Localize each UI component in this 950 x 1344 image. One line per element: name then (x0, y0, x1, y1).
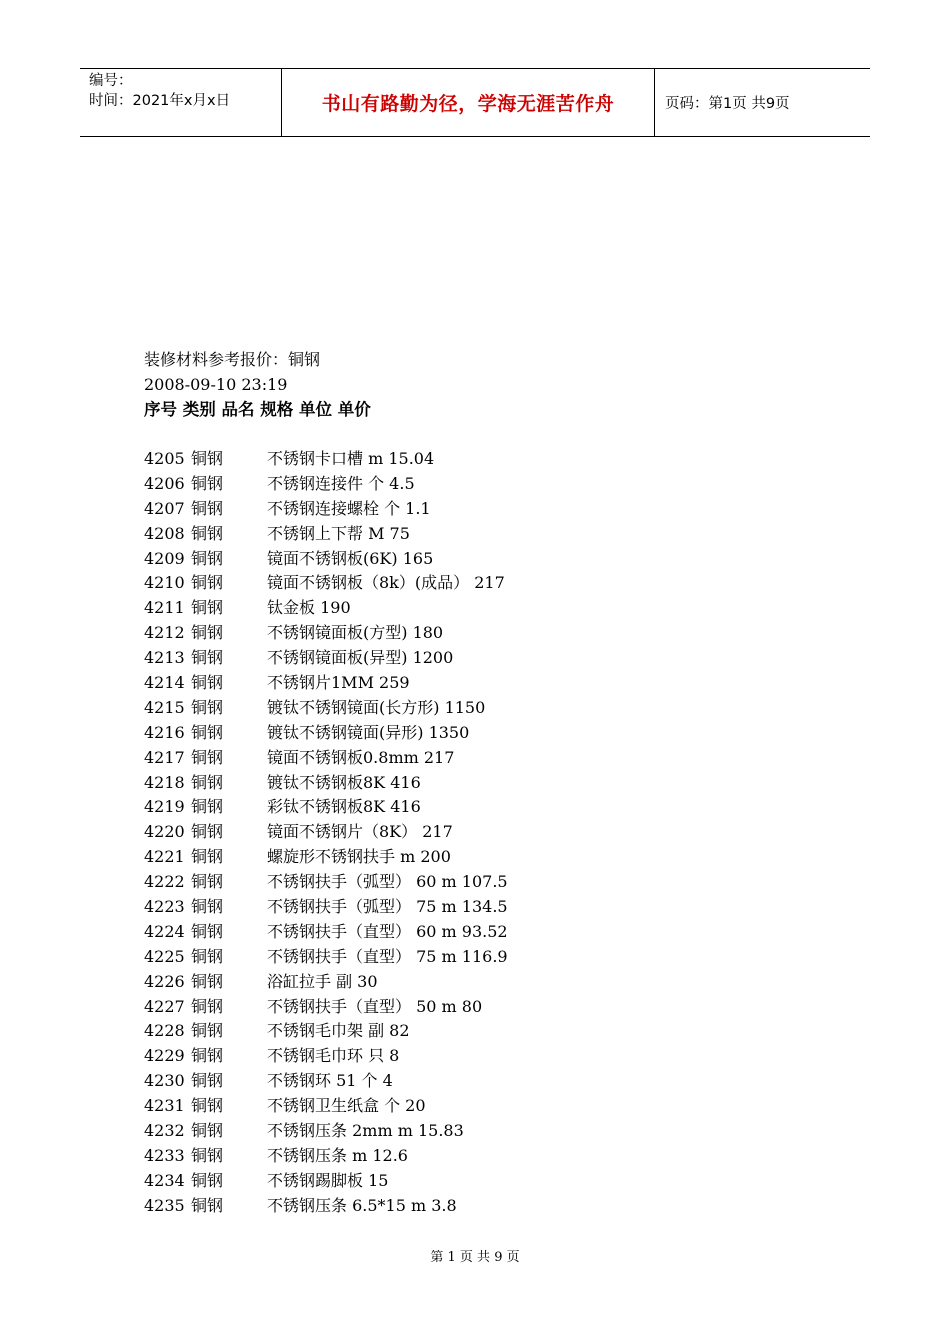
item-id: 4221 (144, 847, 185, 867)
list-item (144, 845, 864, 870)
item-category: 铜钢 (191, 847, 224, 867)
item-description: 螺旋形不锈钢扶手 m 200 (267, 847, 451, 867)
page-header (80, 68, 870, 137)
item-id: 4231 (144, 1096, 185, 1116)
item-category: 铜钢 (191, 673, 224, 693)
item-category: 铜钢 (191, 697, 224, 717)
item-id: 4215 (144, 697, 185, 717)
list-item (144, 522, 864, 547)
item-category: 铜钢 (191, 772, 224, 792)
list-item (144, 721, 864, 746)
item-id: 4206 (144, 473, 185, 493)
item-id: 4209 (144, 548, 185, 568)
list-item (144, 1169, 864, 1194)
spacer (144, 422, 864, 447)
item-id: 4220 (144, 822, 185, 842)
column-header: 序号 类别 品名 规格 单位 单价 (144, 400, 371, 419)
item-description: 不锈钢毛巾架 副 82 (267, 1021, 410, 1041)
item-category: 铜钢 (191, 747, 224, 767)
item-description: 镜面不锈钢板(6K) 165 (267, 548, 434, 568)
item-description: 不锈钢毛巾环 只 8 (267, 1046, 400, 1066)
list-item (144, 795, 864, 820)
item-description: 不锈钢卫生纸盒 个 20 (267, 1096, 426, 1116)
item-id: 4218 (144, 772, 185, 792)
item-description: 镜面不锈钢板0.8mm 217 (267, 747, 455, 767)
item-description: 浴缸拉手 副 30 (267, 971, 378, 991)
item-category: 铜钢 (191, 498, 224, 518)
list-item (144, 1069, 864, 1094)
item-category: 铜钢 (191, 971, 224, 991)
list-item (144, 820, 864, 845)
item-id: 4207 (144, 498, 185, 518)
item-category: 铜钢 (191, 548, 224, 568)
item-id: 4211 (144, 598, 185, 618)
list-item (144, 596, 864, 621)
item-category: 铜钢 (191, 1046, 224, 1066)
item-id: 4208 (144, 523, 185, 543)
header-slogan: 书山有路勤为径，学海无涯苦作舟 (282, 69, 655, 136)
item-id: 4235 (144, 1195, 185, 1215)
item-id: 4232 (144, 1121, 185, 1141)
item-category: 铜钢 (191, 648, 224, 668)
item-id: 4230 (144, 1071, 185, 1091)
list-item (144, 870, 864, 895)
item-id: 4223 (144, 897, 185, 917)
list-item (144, 945, 864, 970)
item-category: 铜钢 (191, 1121, 224, 1141)
item-description: 不锈钢连接件 个 4.5 (267, 473, 415, 493)
item-description: 镀钛不锈钢镜面(长方形) 1150 (267, 697, 486, 717)
item-category: 铜钢 (191, 872, 224, 892)
item-id: 4213 (144, 648, 185, 668)
item-description: 钛金板 190 (267, 598, 351, 618)
item-description: 不锈钢压条 m 12.6 (267, 1145, 408, 1165)
header-page-info: 页码：第1页 共9页 (665, 96, 790, 112)
item-category: 铜钢 (191, 1195, 224, 1215)
item-id: 4226 (144, 971, 185, 991)
item-category: 铜钢 (191, 897, 224, 917)
number-label: 编号： (89, 73, 133, 89)
list-item (144, 895, 864, 920)
item-category: 铜钢 (191, 797, 224, 817)
item-id: 4234 (144, 1170, 185, 1190)
item-description: 不锈钢压条 6.5*15 m 3.8 (267, 1195, 457, 1215)
item-id: 4222 (144, 872, 185, 892)
document-body (144, 347, 864, 1219)
list-item (144, 1019, 864, 1044)
list-item (144, 970, 864, 995)
item-category: 铜钢 (191, 523, 224, 543)
document-datetime: 2008-09-10 23:19 (144, 375, 288, 394)
list-item (144, 1119, 864, 1144)
list-item (144, 1044, 864, 1069)
item-id: 4228 (144, 1021, 185, 1041)
item-description: 不锈钢扶手（弧型） 60 m 107.5 (267, 872, 508, 892)
item-description: 不锈钢连接螺栓 个 1.1 (267, 498, 431, 518)
item-description: 镀钛不锈钢镜面(异形) 1350 (267, 722, 470, 742)
item-category: 铜钢 (191, 473, 224, 493)
list-item (144, 447, 864, 472)
item-category: 铜钢 (191, 996, 224, 1016)
item-category: 铜钢 (191, 822, 224, 842)
item-id: 4205 (144, 449, 185, 468)
list-item (144, 920, 864, 945)
list-item (144, 1194, 864, 1219)
item-category: 铜钢 (191, 921, 224, 941)
page-footer: 第 1 页 共 9 页 (430, 1250, 520, 1265)
item-category: 铜钢 (191, 722, 224, 742)
time-label: 时间：2021年x月x日 (89, 93, 231, 109)
list-item (144, 995, 864, 1020)
list-item (144, 621, 864, 646)
document-title: 装修材料参考报价：铜钢 (144, 350, 321, 369)
list-item (144, 771, 864, 796)
list-item (144, 547, 864, 572)
list-item (144, 497, 864, 522)
item-description: 不锈钢扶手（弧型） 75 m 134.5 (267, 897, 508, 917)
item-category: 铜钢 (191, 1071, 224, 1091)
item-description: 不锈钢扶手（直型） 75 m 116.9 (267, 946, 508, 966)
item-description: 不锈钢镜面板(异型) 1200 (267, 648, 454, 668)
item-category: 铜钢 (191, 1170, 224, 1190)
item-category: 铜钢 (191, 1096, 224, 1116)
item-id: 4227 (144, 996, 185, 1016)
item-description: 镜面不锈钢片（8K） 217 (267, 822, 453, 842)
item-description: 不锈钢卡口槽 m 15.04 (267, 449, 435, 468)
item-category: 铜钢 (191, 598, 224, 618)
item-category: 铜钢 (191, 449, 224, 468)
item-description: 不锈钢片1MM 259 (267, 673, 410, 693)
item-description: 彩钛不锈钢板8K 416 (267, 797, 421, 817)
item-description: 不锈钢镜面板(方型) 180 (267, 623, 444, 643)
item-id: 4214 (144, 673, 185, 693)
item-description: 不锈钢扶手（直型） 50 m 80 (267, 996, 483, 1016)
item-description: 不锈钢踢脚板 15 (267, 1170, 389, 1190)
item-id: 4225 (144, 946, 185, 966)
item-category: 铜钢 (191, 1145, 224, 1165)
list-item (144, 671, 864, 696)
item-description: 不锈钢上下帮 M 75 (267, 523, 410, 543)
item-category: 铜钢 (191, 623, 224, 643)
list-item (144, 1094, 864, 1119)
list-item (144, 1144, 864, 1169)
item-id: 4219 (144, 797, 185, 817)
list-item (144, 646, 864, 671)
price-list (144, 447, 864, 1219)
item-category: 铜钢 (191, 946, 224, 966)
list-item (144, 746, 864, 771)
list-item (144, 571, 864, 596)
item-category: 铜钢 (191, 1021, 224, 1041)
item-id: 4216 (144, 722, 185, 742)
item-id: 4229 (144, 1046, 185, 1066)
list-item (144, 472, 864, 497)
list-item (144, 696, 864, 721)
item-id: 4212 (144, 623, 185, 643)
item-id: 4217 (144, 747, 185, 767)
item-id: 4210 (144, 573, 185, 593)
item-description: 不锈钢扶手（直型） 60 m 93.52 (267, 921, 508, 941)
item-description: 不锈钢压条 2mm m 15.83 (267, 1121, 464, 1141)
header-meta (80, 69, 282, 136)
item-description: 镜面不锈钢板（8k）(成品） 217 (267, 573, 505, 593)
item-description: 不锈钢环 51 个 4 (267, 1071, 393, 1091)
item-id: 4224 (144, 921, 185, 941)
item-id: 4233 (144, 1145, 185, 1165)
item-description: 镀钛不锈钢板8K 416 (267, 772, 421, 792)
item-category: 铜钢 (191, 573, 224, 593)
